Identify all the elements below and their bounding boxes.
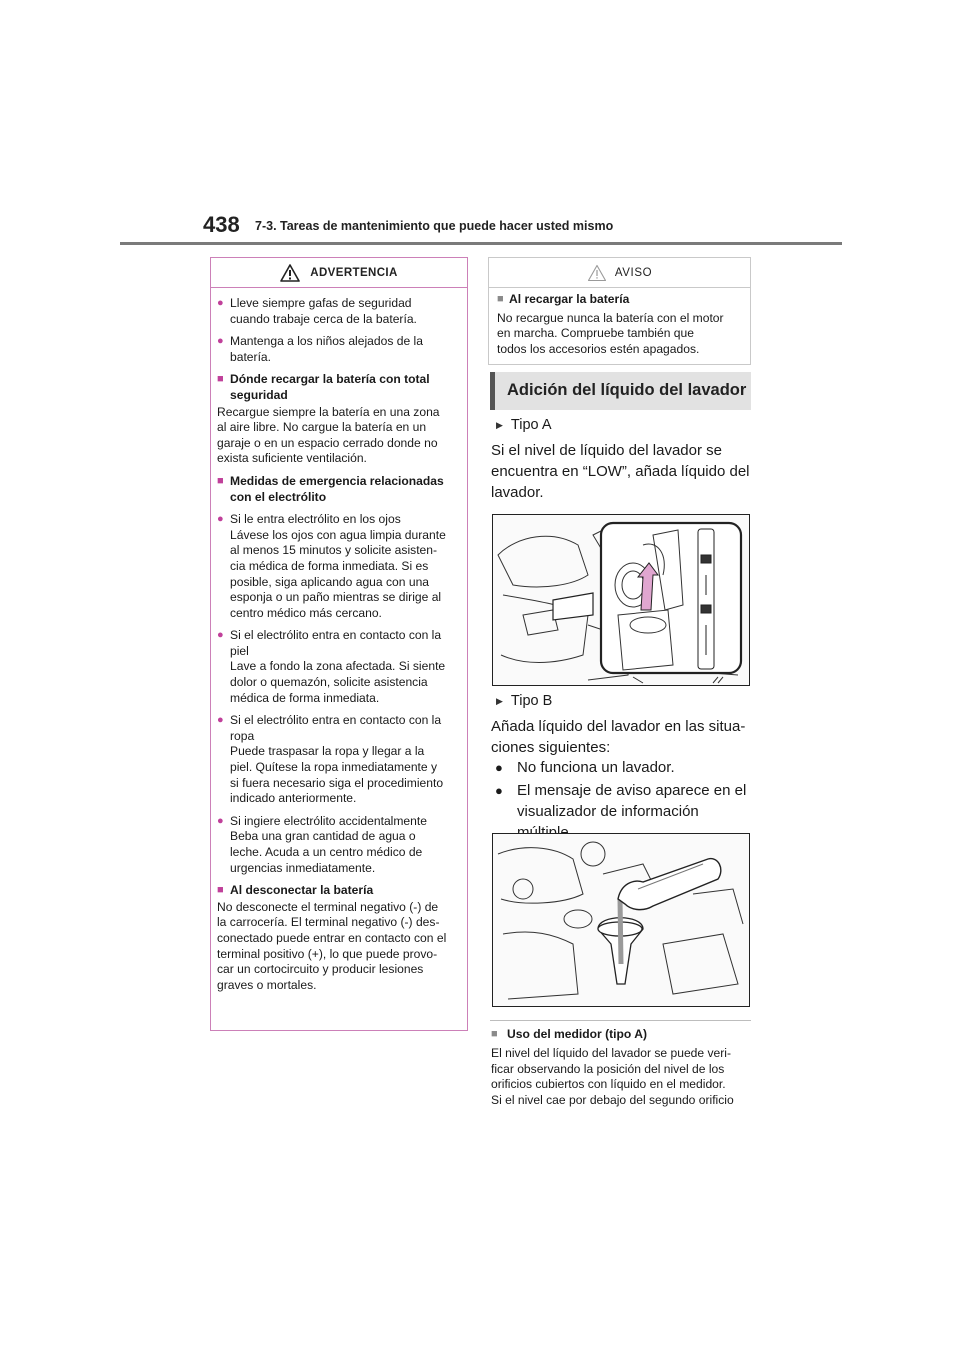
square-bullet-icon: ■ [491, 1028, 498, 1040]
warning-subheading-text: Medidas de emergencia relacionadas con el electrólito [230, 473, 444, 504]
warning-subheading [217, 372, 463, 403]
notice-triangle-icon [587, 264, 607, 282]
bullet-text: El mensaje de aviso aparece en el visualizador de información [517, 782, 747, 820]
warning-item-text: Mantenga a los niños alejados de la batería. [230, 334, 423, 364]
warning-item [217, 334, 463, 365]
subsection-rule [490, 1020, 751, 1021]
warning-paragraph: No desconecte el terminal negativo (-) de la carrocería. El terminal negativo (-) des- conectado puede entrar en contacto con el terminal positivo (+), lo que puede provo- car un cortocircuito y producir lesiones graves o mortales. [217, 899, 447, 992]
tipo-b-paragraph: Añada líquido del lavador en las situa- ciones siguientes: [491, 718, 746, 756]
bullet-text: No funciona un lavador. [517, 759, 675, 776]
notice-body [489, 288, 750, 357]
warning-header [211, 258, 467, 288]
subsection-paragraph: El nivel del líquido del lavador se puede veri- ficar observando la posición del nivel de los orificios cubiertos con líquido en el medidor. Si el nivel cae por debajo del segundo orificio [491, 1046, 734, 1107]
notice-subheading [497, 292, 746, 308]
square-bullet-icon: ■ [217, 474, 224, 487]
circle-bullet-icon: ● [217, 714, 224, 727]
notice-paragraph: No recargue nunca la batería con el motor en marcha. Compruebe también que todos los accesorios estén apagados. [497, 310, 724, 356]
square-bullet-icon: ■ [217, 884, 224, 897]
warning-subheading-text: Dónde recargar la batería con total seguridad [230, 372, 430, 402]
circle-bullet-icon: ● [217, 297, 224, 309]
subsection-heading [491, 1027, 647, 1043]
notice-box [488, 257, 751, 365]
warning-item [217, 628, 463, 706]
warning-box [210, 257, 468, 1031]
triangle-marker-icon: ▶ [496, 695, 503, 706]
triangle-marker-icon: ▶ [496, 419, 503, 430]
square-bullet-icon: ■ [217, 373, 224, 386]
tipo-a-text: Tipo A [510, 417, 552, 433]
circle-bullet-icon: ● [217, 335, 224, 348]
warning-item-text: Si ingiere electrólito accidentalmente Beba una gran cantidad de agua o leche. Acuda a un centro médico de urgencias inmediatamente. [230, 813, 427, 875]
tipo-b-text: Tipo B [510, 693, 553, 709]
refill-drawing [493, 834, 749, 1006]
bullet-dot-icon: ● [495, 760, 503, 775]
square-bullet-icon: ■ [497, 293, 504, 305]
warning-item-text: Si el electrólito entra en contacto con la ropa Puede traspasar la ropa y llegar a la piel. Quítese la ropa inmediatamente y si fuera necesario siga el procedimiento indicado anteriormente. [230, 713, 444, 806]
warning-subheading-text: Al desconectar la batería [230, 883, 374, 898]
warning-title: ADVERTENCIA [310, 266, 398, 279]
section-heading-band [490, 372, 751, 410]
warning-body [211, 288, 467, 993]
tipo-a-paragraph: Si el nivel de líquido del lavador se encuentra en “LOW”, añada líquido del lavador. [491, 442, 750, 501]
warning-item-text: Si le entra electrólito en los ojos Lávese los ojos con agua limpia durante al menos 15 minutos y solicite asisten- cia médica de forma inmediata. Si es posible, siga aplicando agua con una esponja o un paño mientras se dirige al centro médico más cercano. [230, 512, 446, 620]
circle-bullet-icon: ● [217, 814, 224, 827]
washer-refill-illustration-type-b [492, 833, 750, 1007]
section-heading: Adición del líquido del lavador [507, 381, 747, 399]
warning-subheading [217, 474, 463, 505]
notice-subheading-text: Al recargar la batería [509, 292, 630, 306]
warning-item-text: Si el electrólito entra en contacto con la piel Lave a fondo la zona afectada. Si siente dolor o quemazón, solicite asistencia médica de forma inmediata. [230, 628, 446, 705]
warning-item [217, 296, 463, 327]
header-rule [120, 242, 842, 245]
warning-item [217, 512, 463, 621]
tipo-a-label [496, 417, 552, 433]
warning-triangle-icon [280, 264, 300, 282]
circle-bullet-icon: ● [217, 513, 224, 526]
warning-item-text: Lleve siempre gafas de seguridad cuando trabaje cerca de la batería. [230, 296, 417, 326]
subsection-heading-text: Uso del medidor (tipo A) [507, 1027, 647, 1041]
bullet-item [491, 757, 753, 778]
warning-subheading [217, 883, 463, 899]
tipo-b-label [496, 693, 552, 709]
warning-item [217, 713, 463, 807]
page-number: 438 [203, 212, 240, 237]
circle-bullet-icon: ● [217, 629, 224, 642]
engine-bay-drawing [493, 515, 749, 685]
notice-title: AVISO [614, 266, 653, 279]
bullet-dot-icon: ● [495, 783, 503, 798]
section-title: 7-3. Tareas de mantenimiento que puede hacer usted mismo [255, 219, 614, 233]
warning-item [217, 814, 463, 876]
notice-header [489, 258, 750, 288]
warning-paragraph: Recargue siempre la batería en una zona al aire libre. No cargue la batería en un garaje o en un espacio cerrado donde no exista suficiente ventilación. [217, 404, 440, 466]
washer-reservoir-illustration-type-a [492, 514, 750, 686]
